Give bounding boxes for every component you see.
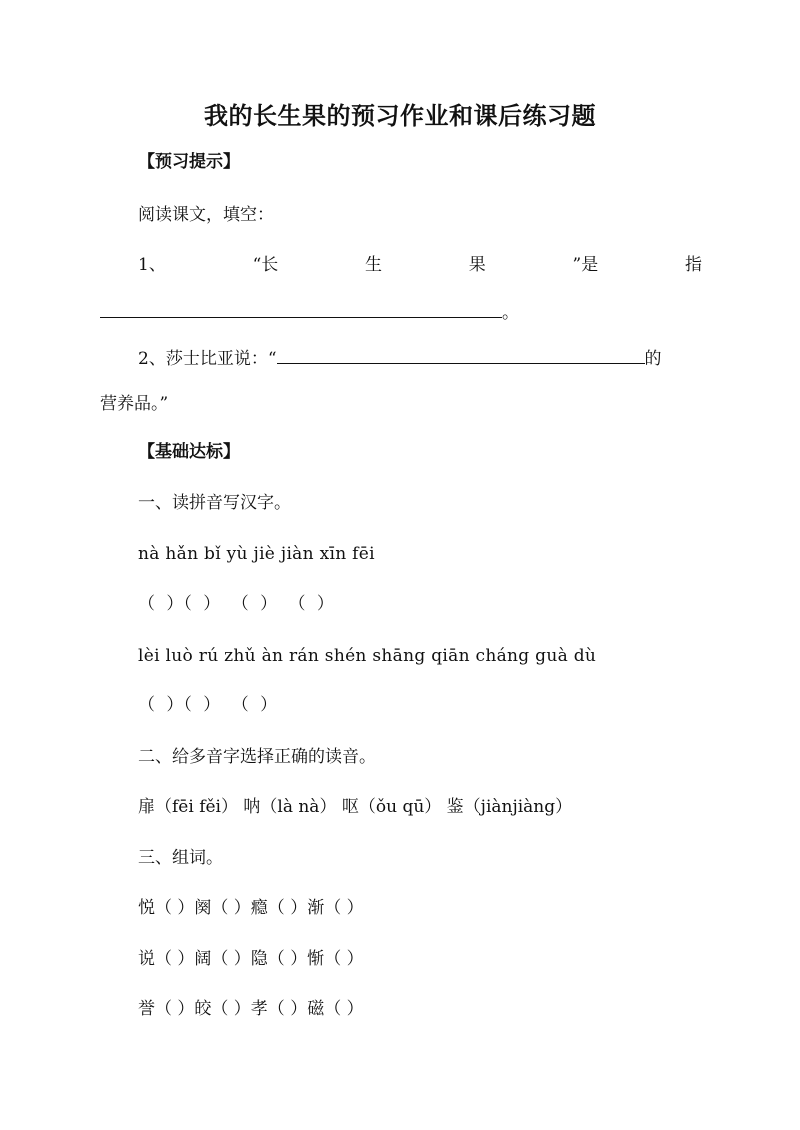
- answer-parens-2[interactable]: （ ）（ ） （ ）: [138, 695, 278, 715]
- section-1-title: 一、读拼音写汉字。: [138, 493, 291, 513]
- question-1-blank[interactable]: [100, 300, 502, 318]
- pinyin-line-1: nà hǎn bǐ yù jiè jiàn xīn fēi: [138, 544, 375, 564]
- question-1-end: 。: [502, 303, 519, 323]
- question-1-part: “长: [252, 255, 279, 275]
- pinyin-line-2: lèi luò rú zhǔ àn rán shén shāng qiān cháng guà dù: [138, 646, 597, 666]
- section-3-title: 三、组词。: [138, 848, 223, 868]
- question-1-part: 生: [365, 255, 383, 275]
- section-2-line: 扉（fēi fěi） 呐（là nà） 呕（ǒu qū） 鉴（jiànjiàng）: [138, 797, 573, 817]
- word-group-row-2[interactable]: 说（ ）阔（ ）隐（ ）惭（ ）: [138, 949, 364, 969]
- question-1-number: 1、: [138, 255, 166, 275]
- question-1-answer-line: [100, 300, 702, 325]
- preview-instruction: 阅读课文，填空：: [138, 205, 274, 225]
- section-2-title: 二、给多音字选择正确的读音。: [138, 747, 376, 767]
- question-2-blank[interactable]: [277, 346, 645, 364]
- word-group-row-3[interactable]: 誉（ ）皎（ ）孝（ ）磁（ ）: [138, 999, 364, 1019]
- question-2-continuation: 营养品。”: [100, 394, 169, 414]
- question-1-part: 指: [684, 255, 702, 275]
- question-2-end: 的: [644, 349, 662, 369]
- question-1-part: 果: [468, 255, 486, 275]
- answer-parens-1[interactable]: （ ）（ ） （ ） （ ）: [138, 594, 334, 614]
- page-title: 我的长生果的预习作业和课后练习题: [204, 102, 596, 130]
- question-2-row: [138, 346, 702, 371]
- word-group-row-1[interactable]: 悦（ ）阕（ ）瘾（ ）渐（ ）: [138, 898, 364, 918]
- question-1-row: [138, 253, 702, 277]
- basic-heading: 【基础达标】: [138, 442, 240, 462]
- question-2-lead: 2、莎士比亚说：“: [138, 349, 277, 369]
- preview-heading: 【预习提示】: [138, 152, 240, 172]
- question-1-part: ”是: [572, 255, 599, 275]
